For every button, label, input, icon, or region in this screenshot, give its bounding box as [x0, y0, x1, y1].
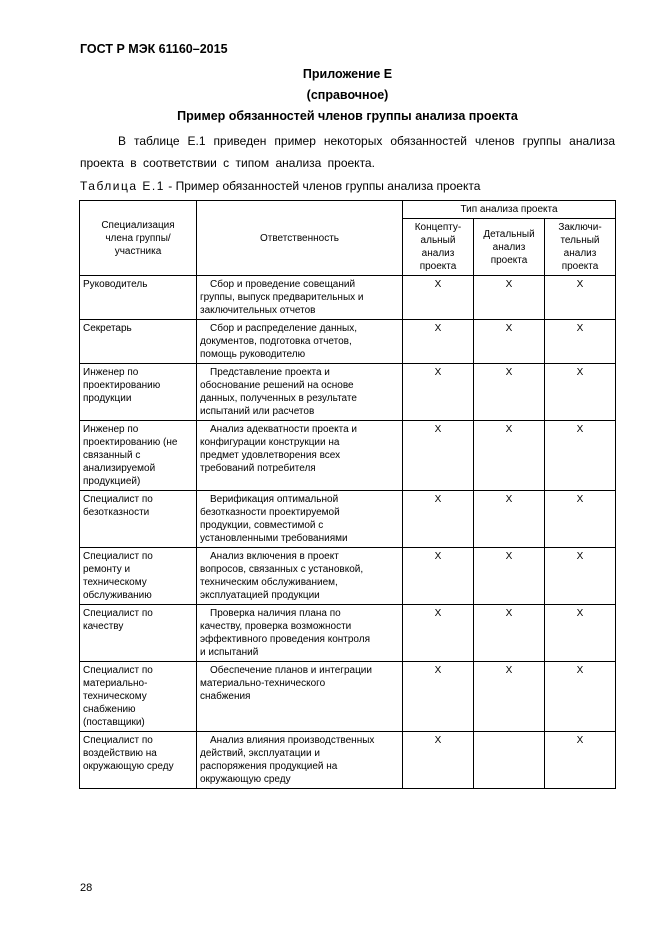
table-caption-label: Таблица Е.1 — [80, 179, 165, 193]
responsibility-line: конфигурации конструкции на — [200, 437, 340, 448]
responsibility-line: данных, полученных в результате — [200, 393, 357, 404]
responsibility-line: Сбор и проведение совещаний — [210, 279, 356, 290]
cell-specialization — [80, 605, 197, 662]
responsibility-line: действий, эксплуатации и — [200, 748, 320, 759]
cell-detailed-mark: X — [474, 364, 545, 421]
cell-conceptual-mark: X — [403, 491, 474, 548]
specialization-line: Специалист по — [83, 551, 153, 562]
responsibilities-table — [79, 200, 616, 789]
responsibility-line: материально-технического — [200, 678, 326, 689]
responsibility-line: Проверка наличия плана по — [210, 608, 341, 619]
responsibility-line: группы, выпуск предварительных и — [200, 292, 364, 303]
responsibility-line: Обеспечение планов и интеграции — [210, 665, 372, 676]
appendix-type: (справочное) — [306, 88, 389, 102]
specialization-line: (поставщики) — [83, 717, 145, 728]
specialization-line: снабжению — [83, 704, 136, 715]
specialization-line: Специалист по — [83, 494, 153, 505]
cell-final-mark: X — [545, 662, 616, 732]
table-row — [80, 364, 616, 421]
responsibility-line: окружающую среду — [200, 774, 291, 785]
cell-final-mark: X — [545, 548, 616, 605]
table-row — [80, 732, 616, 789]
responsibility-line: техническим обслуживанием, — [200, 577, 338, 588]
table-row — [80, 605, 616, 662]
specialization-line: качеству — [83, 621, 124, 632]
page-number: 28 — [80, 882, 93, 894]
responsibility-line: вопросов, связанных с установкой, — [200, 564, 364, 575]
cell-conceptual-mark: X — [403, 548, 474, 605]
responsibility-line: Анализ влияния производственных — [210, 735, 375, 746]
specialization-line: техническому — [83, 577, 147, 588]
cell-responsibility — [197, 276, 403, 320]
responsibility-line: снабжения — [200, 691, 251, 702]
specialization-line: связанный с — [83, 450, 141, 461]
header-analysis-type: Тип анализа проекта — [403, 201, 616, 219]
cell-detailed-mark: X — [474, 548, 545, 605]
cell-responsibility — [197, 320, 403, 364]
cell-responsibility — [197, 662, 403, 732]
cell-conceptual-mark: X — [403, 605, 474, 662]
cell-responsibility — [197, 605, 403, 662]
specialization-line: анализируемой — [83, 463, 156, 474]
table-caption — [80, 179, 480, 193]
specialization-line: окружающую среду — [83, 761, 174, 772]
cell-responsibility — [197, 548, 403, 605]
responsibility-line: эффективного проведения контроля — [200, 634, 371, 645]
responsibility-line: помощь руководителю — [200, 349, 306, 360]
specialization-line: безотказности — [83, 507, 150, 518]
specialization-line: продукцией) — [83, 476, 141, 487]
intro-paragraph: В таблице Е.1 приведен пример некоторых обязанностей членов группы анализа проекта в соответствии с типом анализа проекта. — [80, 134, 615, 170]
table-body — [80, 276, 616, 789]
cell-specialization — [80, 364, 197, 421]
cell-conceptual-mark: X — [403, 662, 474, 732]
specialization-line: проектированию — [83, 380, 161, 391]
responsibility-line: заключительных отчетов — [200, 305, 316, 316]
responsibility-line: документов, подготовка отчетов, — [200, 336, 352, 347]
header-conceptual: Концепту- альный анализ проекта — [403, 219, 474, 276]
table-row — [80, 662, 616, 732]
cell-conceptual-mark: X — [403, 364, 474, 421]
appendix-subject: Пример обязанностей членов группы анализа проекта — [177, 109, 518, 123]
specialization-line: Инженер по — [83, 367, 139, 378]
cell-detailed-mark: X — [474, 276, 545, 320]
cell-detailed-mark: X — [474, 662, 545, 732]
responsibility-line: и испытаний — [200, 647, 259, 658]
table-row — [80, 491, 616, 548]
cell-specialization — [80, 548, 197, 605]
specialization-line: Инженер по — [83, 424, 139, 435]
responsibility-line: испытаний или расчетов — [200, 406, 315, 417]
cell-responsibility — [197, 732, 403, 789]
cell-specialization — [80, 276, 197, 320]
table-row — [80, 548, 616, 605]
responsibility-line: Сбор и распределение данных, — [210, 323, 357, 334]
cell-conceptual-mark: X — [403, 320, 474, 364]
specialization-line: Специалист по — [83, 608, 153, 619]
cell-detailed-mark: X — [474, 491, 545, 548]
header-detailed: Детальный анализ проекта — [474, 219, 545, 276]
specialization-line: проектированию (не — [83, 437, 178, 448]
cell-responsibility — [197, 421, 403, 491]
cell-final-mark: X — [545, 364, 616, 421]
table-row — [80, 320, 616, 364]
cell-final-mark: X — [545, 491, 616, 548]
cell-responsibility — [197, 364, 403, 421]
table-row — [80, 421, 616, 491]
cell-specialization — [80, 662, 197, 732]
cell-detailed-mark: X — [474, 605, 545, 662]
responsibility-line: требований потребителя — [200, 463, 316, 474]
cell-detailed-mark: X — [474, 320, 545, 364]
responsibility-line: предмет удовлетворения всех — [200, 450, 341, 461]
header-final: Заключи- тельный анализ проекта — [545, 219, 616, 276]
cell-detailed-mark: X — [474, 421, 545, 491]
cell-final-mark: X — [545, 605, 616, 662]
specialization-line: обслуживанию — [83, 590, 152, 601]
specialization-line: воздействию на — [83, 748, 157, 759]
table-caption-title: - Пример обязанностей членов группы анализа проекта — [164, 179, 481, 193]
responsibility-line: продукции, совместимой с — [200, 520, 324, 531]
cell-specialization — [80, 732, 197, 789]
standard-title: ГОСТ Р МЭК 61160–2015 — [80, 42, 228, 56]
cell-conceptual-mark: X — [403, 276, 474, 320]
responsibility-line: Анализ включения в проект — [210, 551, 339, 562]
header-specialization: Специализация члена группы/ участника — [80, 201, 197, 276]
cell-final-mark: X — [545, 732, 616, 789]
specialization-line: Специалист по — [83, 665, 153, 676]
appendix-title: Приложение Е — [302, 67, 393, 81]
specialization-line: ремонту и — [83, 564, 131, 575]
specialization-line: продукции — [83, 393, 132, 404]
cell-conceptual-mark: X — [403, 732, 474, 789]
specialization-line: Руководитель — [83, 279, 148, 290]
responsibility-line: безотказности проектируемой — [200, 507, 340, 518]
cell-specialization — [80, 320, 197, 364]
cell-conceptual-mark: X — [403, 421, 474, 491]
specialization-line: материально- — [83, 678, 148, 689]
responsibility-line: Анализ адекватности проекта и — [210, 424, 358, 435]
cell-specialization — [80, 421, 197, 491]
responsibility-line: Представление проекта и — [210, 367, 330, 378]
responsibility-line: распоряжения продукцией на — [200, 761, 338, 772]
header-responsibility: Ответственность — [197, 201, 403, 276]
cell-final-mark: X — [545, 320, 616, 364]
specialization-line: техническому — [83, 691, 147, 702]
cell-detailed-mark — [474, 732, 545, 789]
table-row — [80, 276, 616, 320]
responsibility-line: установленными требованиями — [200, 533, 348, 544]
specialization-line: Секретарь — [83, 323, 132, 334]
cell-final-mark: X — [545, 421, 616, 491]
responsibility-line: обоснование решений на основе — [200, 380, 354, 391]
cell-specialization — [80, 491, 197, 548]
cell-final-mark: X — [545, 276, 616, 320]
responsibility-line: Верификация оптимальной — [210, 494, 339, 505]
appendix-heading — [80, 64, 615, 127]
responsibility-line: качеству, проверка возможности — [200, 621, 352, 632]
specialization-line: Специалист по — [83, 735, 153, 746]
responsibility-line: эксплуатацией продукции — [200, 590, 320, 601]
cell-responsibility — [197, 491, 403, 548]
